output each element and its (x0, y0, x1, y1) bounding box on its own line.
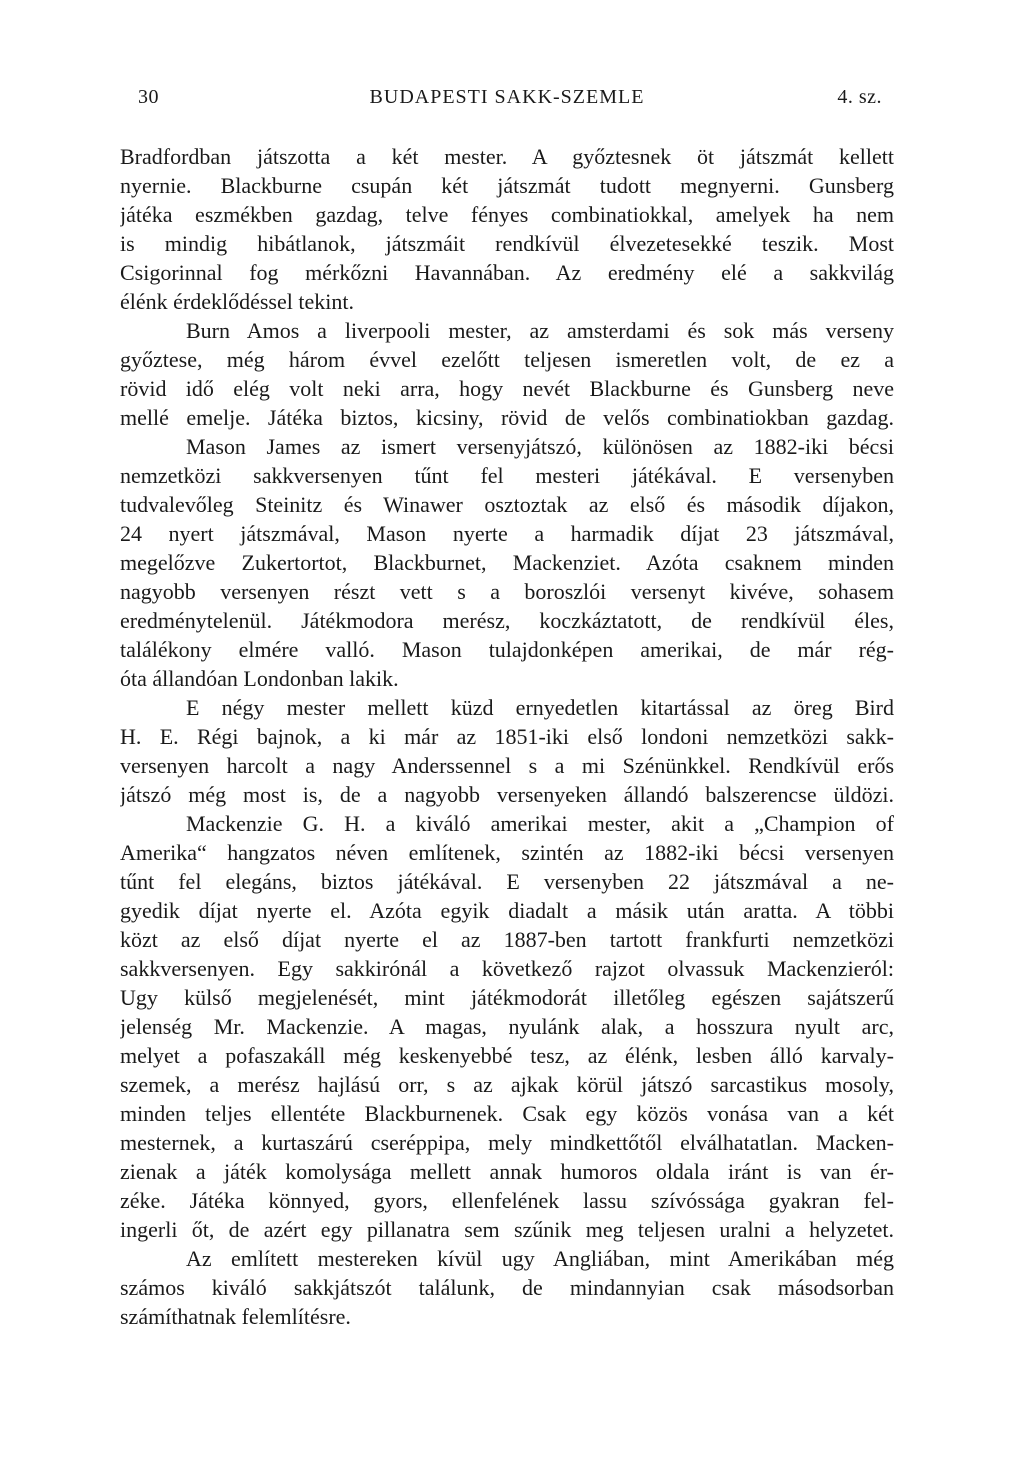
text-line: tudvalevőleg Steinitz és Winawer osztoztak az első és második díjakon, (120, 492, 894, 517)
text-line: zéke. Játéka könnyed, gyors, ellenfelének lassu szívóssága gyakran fel- (120, 1188, 894, 1213)
text-line: óta állandóan Londonban lakik. (120, 666, 399, 691)
text-line: találékony elmére valló. Mason tulajdonképen amerikai, de már rég- (120, 637, 894, 662)
text-line: közt az első díjat nyerte el az 1887-ben tartott frankfurti nemzetközi (120, 927, 894, 952)
text-line: Mackenzie G. H. a kiváló amerikai mester, akit a „Champion of (186, 811, 894, 836)
text-line: ingerli őt, de azért egy pillanatra sem szűnik meg teljesen uralni a helyzetet. (120, 1217, 894, 1242)
text-line: E négy mester mellett küzd ernyedetlen kitartással az öreg Bird (186, 695, 894, 720)
article-body (120, 142, 894, 1331)
text-line: Az említett mestereken kívül ugy Angliában, mint Amerikában még (186, 1246, 894, 1271)
text-line: Ugy külső megjelenését, mint játékmodorát illetőleg egészen sajátszerű (120, 985, 894, 1010)
text-line: Burn Amos a liverpooli mester, az amsterdami és sok más verseny (186, 318, 894, 343)
text-line: játéka eszmékben gazdag, telve fényes combinatiokkal, amelyek ha nem (120, 202, 894, 227)
text-line: élénk érdeklődéssel tekint. (120, 289, 354, 314)
page-number: 30 (138, 86, 159, 108)
text-line: minden teljes ellentéte Blackburnenek. Csak egy közös vonása van a két (120, 1101, 894, 1126)
text-line: sakkversenyen. Egy sakkirónál a következő rajzot olvassuk Mackenzieról: (120, 956, 894, 981)
text-line: jelenség Mr. Mackenzie. A magas, nyulánk alak, a hosszura nyult arc, (120, 1014, 894, 1039)
text-line: 24 nyert játszmával, Mason nyerte a harmadik díjat 23 játszmával, (120, 521, 894, 546)
text-line: gyedik díjat nyerte el. Azóta egyik diadalt a másik után aratta. A többi (120, 898, 894, 923)
text-line: rövid idő elég volt neki arra, hogy nevét Blackburne és Gunsberg neve (120, 376, 894, 401)
text-line: eredménytelenül. Játékmodora merész, koczkáztatott, de rendkívül éles, (120, 608, 894, 633)
text-line: győztese, még három évvel ezelőtt teljesen ismeretlen volt, de ez a (120, 347, 894, 372)
text-line: H. E. Régi bajnok, a ki már az 1851-iki első londoni nemzetközi sakk- (120, 724, 894, 749)
text-line: melyet a pofaszakáll még keskenyebbé tesz, az élénk, lesben álló karvaly- (120, 1043, 894, 1068)
text-line: számos kiváló sakkjátszót találunk, de mindannyian csak másodsorban (120, 1275, 894, 1300)
issue-number: 4. sz. (837, 86, 882, 108)
text-line: versenyen harcolt a nagy Anderssennel s a mi Szénünkkel. Rendkívül erős (120, 753, 894, 778)
text-line: mellé emelje. Játéka biztos, kicsiny, rövid de velős combinatiokban gazdag. (120, 405, 894, 430)
text-line: szemek, a merész hajlású orr, s az ajkak körül játszó sarcastikus mosoly, (120, 1072, 894, 1097)
text-line: nyernie. Blackburne csupán két játszmát tudott megnyerni. Gunsberg (120, 173, 894, 198)
journal-title: BUDAPESTI SAKK-SZEMLE (369, 86, 645, 108)
text-line: Mason James az ismert versenyjátszó, különösen az 1882-iki bécsi (186, 434, 894, 459)
text-line: Amerika“ hangzatos néven említenek, szintén az 1882-iki bécsi versenyen (120, 840, 894, 865)
text-line: számíthatnak felemlítésre. (120, 1304, 351, 1329)
text-line: Csigorinnal fog mérkőzni Havannában. Az eredmény elé a sakkvilág (120, 260, 894, 285)
text-line: is mindig hibátlanok, játszmáit rendkívül élvezetesekké teszik. Most (120, 231, 894, 256)
running-head (120, 86, 894, 116)
text-line: nagyobb versenyen részt vett s a boroszlói versenyt kivéve, sohasem (120, 579, 894, 604)
text-line: mesternek, a kurtaszárú cseréppipa, mely mindkettőtől elválhatatlan. Macken- (120, 1130, 894, 1155)
text-line: zienak a játék komolysága mellett annak humoros oldala iránt is van ér- (120, 1159, 894, 1184)
text-line: tűnt fel elegáns, biztos játékával. E versenyben 22 játszmával a ne- (120, 869, 894, 894)
text-line: játszó még most is, de a nagyobb versenyeken állandó balszerencse üldözi. (120, 782, 894, 807)
text-line: nemzetközi sakkversenyen tűnt fel mesteri játékával. E versenyben (120, 463, 894, 488)
text-line: megelőzve Zukertortot, Blackburnet, Mackenziet. Azóta csaknem minden (120, 550, 894, 575)
text-line: Bradfordban játszotta a két mester. A győztesnek öt játszmát kellett (120, 144, 894, 169)
